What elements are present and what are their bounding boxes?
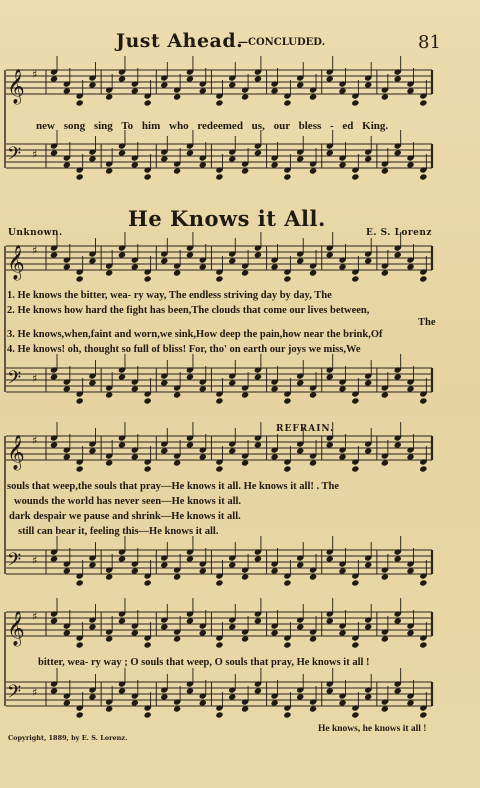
note-head	[364, 257, 372, 264]
note-head	[50, 149, 58, 156]
note-head	[351, 579, 359, 586]
verse-4: 4. He knows! oh, thought so full of bliss! For, tho' on earth our joys we miss,We	[7, 344, 361, 355]
note-head	[338, 629, 346, 636]
note-head	[326, 617, 334, 624]
note-head	[105, 93, 113, 100]
note-head	[118, 149, 126, 156]
note-head	[309, 573, 317, 580]
note-head	[215, 275, 223, 282]
verse-3: 3. He knows,when,faint and worn,we sink,How deep the pain,how near the brink,Of	[7, 329, 383, 340]
note-head	[364, 155, 372, 162]
note-head	[406, 699, 414, 706]
note-head	[254, 687, 262, 694]
verse-2-continuation: The	[418, 317, 436, 328]
system4-lyric: bitter, wea- ry way ; O souls that weep, O souls that pray, He knows it all !	[38, 657, 370, 668]
note-head	[364, 623, 372, 630]
note-head	[76, 173, 84, 180]
note-head	[228, 693, 236, 700]
note-head	[50, 617, 58, 624]
sharp-icon: ♯	[32, 434, 38, 447]
note-head	[394, 441, 402, 448]
note-head	[309, 269, 317, 276]
note-head	[76, 465, 84, 472]
verse-1: 1. He knows the bitter, wea- ry way, The endless striving day by day, The	[7, 290, 332, 301]
note-head	[215, 711, 223, 718]
note-head	[326, 687, 334, 694]
note-head	[131, 385, 139, 392]
note-head	[351, 275, 359, 282]
note-head	[215, 397, 223, 404]
note-head	[241, 93, 249, 100]
note-head	[118, 251, 126, 258]
note-head	[381, 459, 389, 466]
note-head	[270, 87, 278, 94]
note-head	[50, 373, 58, 380]
note-head	[88, 81, 96, 88]
note-head	[199, 385, 207, 392]
system3-lyric-1: souls that weep,the souls that pray—He knows it all. He knows it all! . The	[7, 481, 340, 492]
note-head	[76, 579, 84, 586]
note-head	[144, 173, 152, 180]
note-head	[50, 441, 58, 448]
note-head	[186, 555, 194, 562]
note-head	[296, 81, 304, 88]
note-head	[351, 465, 359, 472]
note-head	[254, 373, 262, 380]
note-head	[338, 567, 346, 574]
note-head	[63, 629, 71, 636]
note-head	[160, 693, 168, 700]
verse-2: 2. He knows how hard the fight has been,The clouds that come our lives between,	[7, 305, 370, 316]
note-head	[283, 99, 291, 106]
note-head	[351, 397, 359, 404]
note-head	[283, 579, 291, 586]
note-head	[228, 447, 236, 454]
system3-lyric-4: still can bear it, feeling this—He knows it all.	[18, 526, 219, 537]
note-head	[296, 257, 304, 264]
music-credit: E. S. Lorenz	[366, 228, 433, 238]
note-head	[88, 257, 96, 264]
note-head	[338, 453, 346, 460]
note-head	[296, 379, 304, 386]
note-head	[338, 385, 346, 392]
note-head	[173, 705, 181, 712]
note-head	[419, 579, 427, 586]
sharp-icon: ♯	[32, 244, 38, 257]
note-head	[381, 167, 389, 174]
page-number: 81	[418, 32, 441, 53]
note-head	[160, 623, 168, 630]
hymn-title: He Knows it All.	[128, 206, 326, 231]
note-head	[88, 623, 96, 630]
treble-clef-icon: 𝄞	[7, 69, 25, 104]
note-head	[105, 269, 113, 276]
note-head	[173, 635, 181, 642]
note-head	[131, 629, 139, 636]
note-head	[283, 173, 291, 180]
note-head	[199, 87, 207, 94]
sharp-icon: ♯	[32, 148, 38, 161]
note-head	[270, 161, 278, 168]
note-head	[160, 379, 168, 386]
note-head	[309, 167, 317, 174]
note-head	[131, 699, 139, 706]
note-head	[394, 149, 402, 156]
note-head	[381, 93, 389, 100]
note-head	[173, 573, 181, 580]
note-head	[186, 687, 194, 694]
note-head	[50, 555, 58, 562]
copyright-notice: Copyright, 1889, by E. S. Lorenz.	[8, 734, 128, 742]
note-head	[419, 99, 427, 106]
note-head	[131, 263, 139, 270]
bass-clef-icon: 𝄢	[7, 368, 22, 393]
note-head	[351, 711, 359, 718]
note-head	[351, 173, 359, 180]
note-head	[50, 687, 58, 694]
note-head	[351, 99, 359, 106]
note-head	[118, 373, 126, 380]
note-head	[254, 555, 262, 562]
note-head	[76, 99, 84, 106]
note-head	[326, 75, 334, 82]
note-head	[241, 269, 249, 276]
note-head	[160, 257, 168, 264]
note-head	[270, 567, 278, 574]
note-head	[118, 441, 126, 448]
note-head	[364, 447, 372, 454]
sharp-icon: ♯	[32, 554, 38, 567]
note-head	[254, 251, 262, 258]
note-head	[326, 555, 334, 562]
note-head	[406, 87, 414, 94]
note-head	[186, 149, 194, 156]
note-head	[283, 397, 291, 404]
note-head	[241, 167, 249, 174]
note-head	[309, 93, 317, 100]
note-head	[88, 561, 96, 568]
note-head	[296, 693, 304, 700]
sharp-icon: ♯	[32, 372, 38, 385]
note-head	[406, 161, 414, 168]
note-head	[270, 385, 278, 392]
note-head	[309, 459, 317, 466]
note-head	[160, 561, 168, 568]
note-head	[173, 167, 181, 174]
note-head	[381, 391, 389, 398]
bass-clef-icon: 𝄢	[7, 550, 22, 575]
note-head	[326, 149, 334, 156]
note-head	[228, 81, 236, 88]
note-head	[296, 447, 304, 454]
note-head	[309, 391, 317, 398]
note-head	[173, 391, 181, 398]
note-head	[326, 373, 334, 380]
note-head	[199, 453, 207, 460]
note-head	[63, 87, 71, 94]
note-head	[118, 617, 126, 624]
note-head	[338, 699, 346, 706]
note-head	[419, 465, 427, 472]
note-head	[186, 251, 194, 258]
note-head	[63, 567, 71, 574]
note-head	[105, 459, 113, 466]
sharp-icon: ♯	[32, 610, 38, 623]
note-head	[63, 699, 71, 706]
note-head	[241, 391, 249, 398]
bass-lyric: He knows, he knows it all !	[318, 724, 427, 734]
note-head	[406, 453, 414, 460]
note-head	[144, 711, 152, 718]
note-head	[351, 641, 359, 648]
note-head	[364, 693, 372, 700]
note-head	[144, 641, 152, 648]
note-head	[419, 397, 427, 404]
note-head	[296, 561, 304, 568]
note-head	[241, 459, 249, 466]
note-head	[338, 161, 346, 168]
note-head	[88, 447, 96, 454]
note-head	[381, 635, 389, 642]
note-head	[160, 155, 168, 162]
note-head	[394, 75, 402, 82]
note-head	[144, 397, 152, 404]
note-head	[406, 263, 414, 270]
note-head	[118, 555, 126, 562]
note-head	[228, 379, 236, 386]
top-lyric-line: new song sing To him who redeemed us, our bless - ed King.	[36, 120, 389, 132]
note-head	[381, 705, 389, 712]
note-head	[76, 641, 84, 648]
note-head	[215, 641, 223, 648]
note-head	[406, 567, 414, 574]
note-head	[406, 385, 414, 392]
note-head	[160, 447, 168, 454]
note-head	[241, 705, 249, 712]
note-head	[338, 87, 346, 94]
note-head	[186, 373, 194, 380]
note-head	[88, 155, 96, 162]
note-head	[144, 275, 152, 282]
note-head	[406, 629, 414, 636]
note-head	[199, 567, 207, 574]
note-head	[199, 699, 207, 706]
note-head	[105, 391, 113, 398]
note-head	[50, 75, 58, 82]
note-head	[364, 561, 372, 568]
words-credit: Unknown.	[8, 228, 63, 238]
note-head	[105, 167, 113, 174]
note-head	[63, 263, 71, 270]
note-head	[186, 441, 194, 448]
note-head	[215, 99, 223, 106]
note-head	[160, 81, 168, 88]
note-head	[394, 687, 402, 694]
note-head	[173, 93, 181, 100]
note-head	[394, 251, 402, 258]
note-head	[76, 397, 84, 404]
note-head	[270, 453, 278, 460]
note-head	[88, 693, 96, 700]
note-head	[394, 617, 402, 624]
note-head	[50, 251, 58, 258]
note-head	[254, 75, 262, 82]
note-head	[228, 257, 236, 264]
note-head	[215, 173, 223, 180]
treble-clef-icon: 𝄞	[7, 245, 25, 280]
note-head	[76, 711, 84, 718]
note-head	[131, 161, 139, 168]
note-head	[326, 441, 334, 448]
note-head	[381, 573, 389, 580]
system3-lyric-2: wounds the world has never seen—He knows it all.	[14, 496, 242, 507]
note-head	[296, 623, 304, 630]
note-head	[228, 623, 236, 630]
note-head	[118, 75, 126, 82]
concluded-label: —CONCLUDED.	[238, 37, 326, 48]
note-head	[228, 561, 236, 568]
note-head	[215, 465, 223, 472]
refrain-label: REFRAIN.	[276, 424, 335, 434]
note-head	[254, 441, 262, 448]
note-head	[144, 465, 152, 472]
note-head	[254, 149, 262, 156]
note-head	[270, 629, 278, 636]
note-head	[131, 87, 139, 94]
note-head	[131, 567, 139, 574]
note-head	[338, 263, 346, 270]
note-head	[144, 99, 152, 106]
note-head	[283, 275, 291, 282]
note-head	[131, 453, 139, 460]
note-head	[309, 635, 317, 642]
treble-clef-icon: 𝄞	[7, 611, 25, 646]
note-head	[228, 155, 236, 162]
note-head	[199, 629, 207, 636]
note-head	[76, 275, 84, 282]
note-head	[199, 161, 207, 168]
note-head	[144, 579, 152, 586]
note-head	[63, 385, 71, 392]
note-head	[270, 263, 278, 270]
note-head	[118, 687, 126, 694]
sharp-icon: ♯	[32, 686, 38, 699]
note-head	[241, 635, 249, 642]
note-head	[309, 705, 317, 712]
note-head	[283, 711, 291, 718]
note-head	[173, 269, 181, 276]
note-head	[105, 705, 113, 712]
note-head	[215, 579, 223, 586]
note-head	[186, 75, 194, 82]
note-head	[364, 81, 372, 88]
note-head	[419, 711, 427, 718]
note-head	[173, 459, 181, 466]
note-head	[105, 573, 113, 580]
note-head	[63, 161, 71, 168]
sharp-icon: ♯	[32, 68, 38, 81]
note-head	[105, 635, 113, 642]
bass-clef-icon: 𝄢	[7, 144, 22, 169]
note-head	[381, 269, 389, 276]
note-head	[270, 699, 278, 706]
note-head	[199, 263, 207, 270]
bass-clef-icon: 𝄢	[7, 682, 22, 707]
note-head	[326, 251, 334, 258]
note-head	[241, 573, 249, 580]
note-head	[63, 453, 71, 460]
system3-lyric-3: dark despair we pause and shrink—He knows it all.	[9, 511, 241, 522]
note-head	[364, 379, 372, 386]
note-head	[296, 155, 304, 162]
note-head	[394, 373, 402, 380]
note-head	[88, 379, 96, 386]
note-head	[394, 555, 402, 562]
note-head	[186, 617, 194, 624]
previous-hymn-title: Just Ahead.	[116, 30, 244, 52]
note-head	[419, 641, 427, 648]
note-head	[254, 617, 262, 624]
note-head	[419, 275, 427, 282]
note-head	[419, 173, 427, 180]
treble-clef-icon: 𝄞	[7, 435, 25, 470]
note-head	[283, 465, 291, 472]
note-head	[283, 641, 291, 648]
